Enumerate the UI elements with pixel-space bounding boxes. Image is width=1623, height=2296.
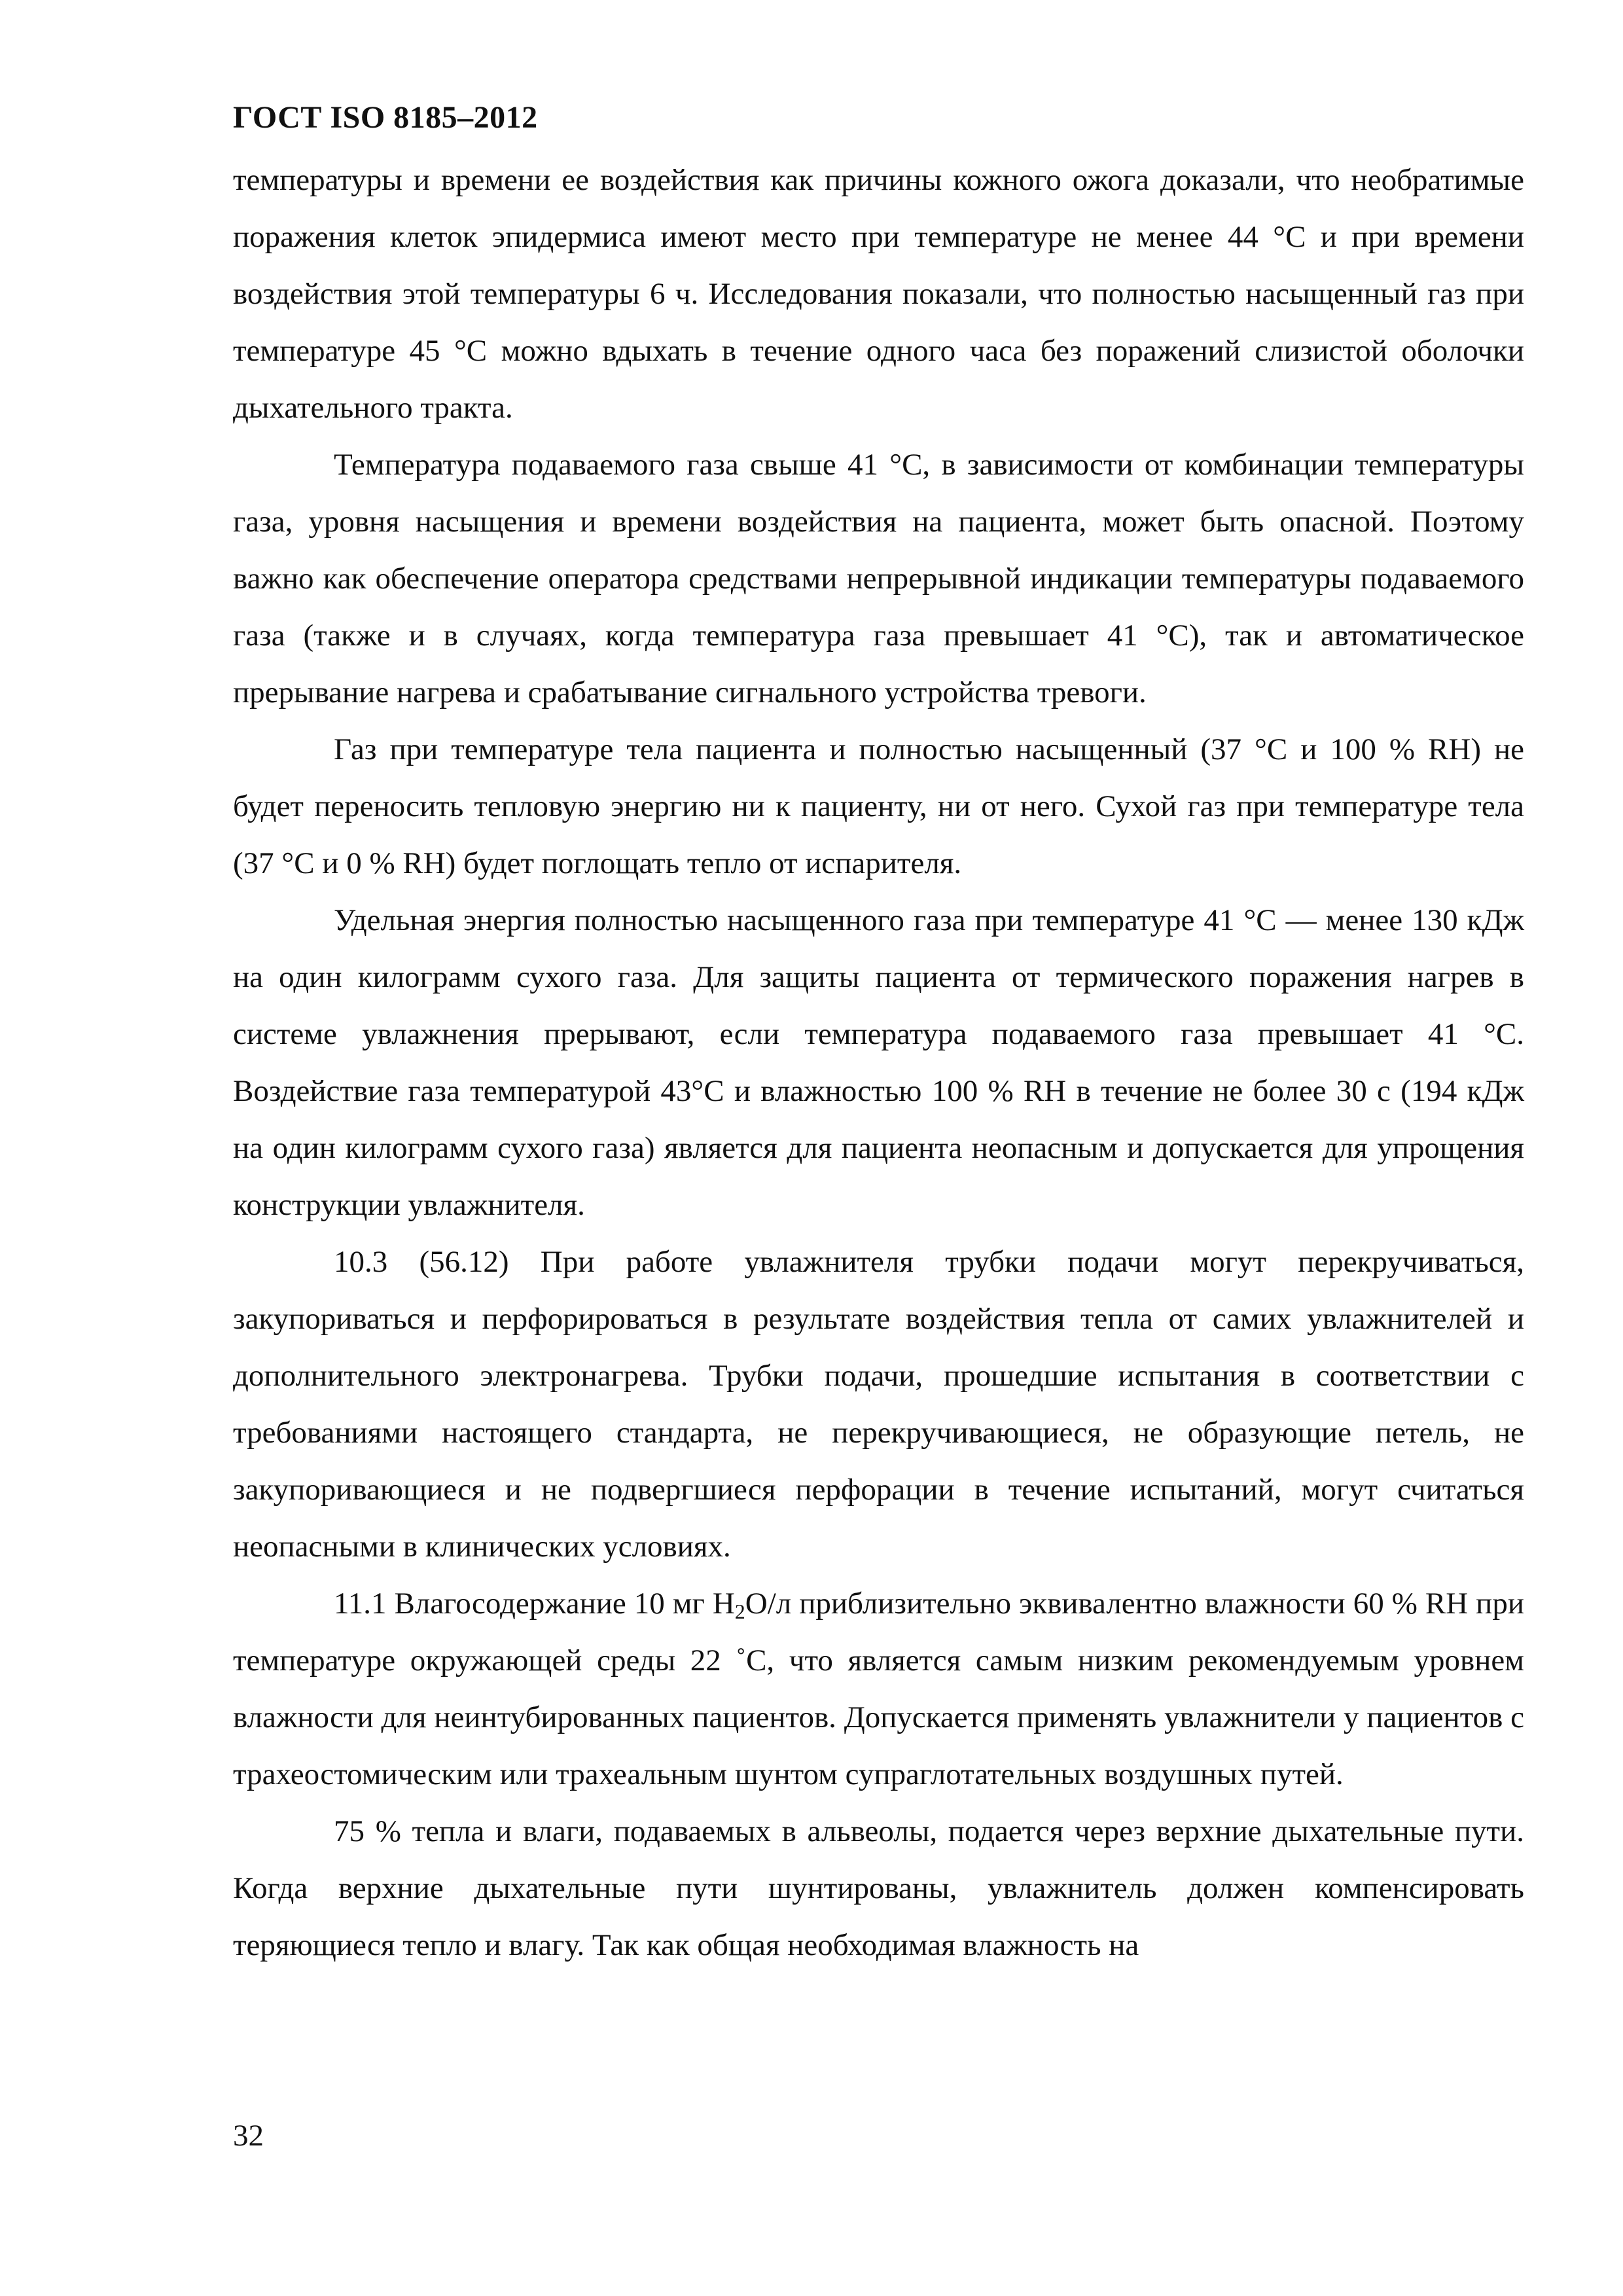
paragraph-6-after: O/л приблизительно эквивалентно влажности 60 % RH при температуре окружающей среды 22 ˚С, что является самым низким рекомендуемым уровнем влажности для неинтубированных пациентов. Допускается применять увлажнители у пациентов с трахеостомическим или трахеальным шунтом супраглотательных воздушных путей. <box>233 1587 1524 1791</box>
body-text <box>233 152 1524 1974</box>
paragraph-6 <box>233 1575 1524 1803</box>
paragraph-4: Удельная энергия полностью насыщенного газа при температуре 41 °С — менее 130 кДж на один килограмм сухого газа. Для защиты пациента от термического поражения нагрев в системе увлажнения прерывают, если температура подаваемого газа превышает 41 °С. Воздействие газа температурой 43°С и влажностью 100 % RH в течение не более 30 с (194 кДж на один килограмм сухого газа) является для пациента неопасным и допускается для упрощения конструкции увлажнителя. <box>233 903 1524 1222</box>
page-header: ГОСТ ISO 8185–2012 <box>233 100 538 135</box>
subscript-2: 2 <box>734 1600 745 1623</box>
paragraph-1: температуры и времени ее воздействия как причины кожного ожога доказали, что необратимые поражения клеток эпидермиса имеют место при температуре не менее 44 °С и при времени воздействия этой температуры 6 ч. Исследования показали, что полностью насыщенный газ при температуре 45 °С можно вдыхать в течение одного часа без поражений слизистой оболочки дыхательного тракта. <box>233 163 1524 425</box>
page-number: 32 <box>233 2119 264 2153</box>
paragraph-2: Температура подаваемого газа свыше 41 °С, в зависимости от комбинации температуры газа, уровня насыщения и времени воздействия на пациента, может быть опасной. Поэтому важно как обеспечение оператора средствами непрерывной индикации температуры подаваемого газа (также и в случаях, когда температура газа превышает 41 °С), так и автоматическое прерывание нагрева и срабатывание сигнального устройства тревоги. <box>233 448 1524 709</box>
paragraph-3: Газ при температуре тела пациента и полностью насыщенный (37 °С и 100 % RH) не будет переносить тепловую энергию ни к пациенту, ни от него. Сухой газ при температуре тела (37 °С и 0 % RH) будет поглощать тепло от испарителя. <box>233 732 1524 880</box>
paragraph-7: 75 % тепла и влаги, подаваемых в альвеолы, подается через верхние дыхательные пути. Когда верхние дыхательные пути шунтированы, увлажнитель должен компенсировать теряющиеся тепло и влагу. Так как общая необходимая влажность на <box>233 1814 1524 1962</box>
paragraph-5: 10.3 (56.12) При работе увлажнителя трубки подачи могут перекручиваться, закупориваться и перфорироваться в результате воздействия тепла от самих увлажнителей и дополнительного электронагрева. Трубки подачи, прошедшие испытания в соответствии с требованиями настоящего стандарта, не перекручивающиеся, не образующие петель, не закупоривающиеся и не подвергшиеся перфорации в течение испытаний, могут считаться неопасными в клинических условиях. <box>233 1245 1524 1564</box>
paragraph-6-before: 11.1 Влагосодержание 10 мг H <box>334 1587 735 1621</box>
